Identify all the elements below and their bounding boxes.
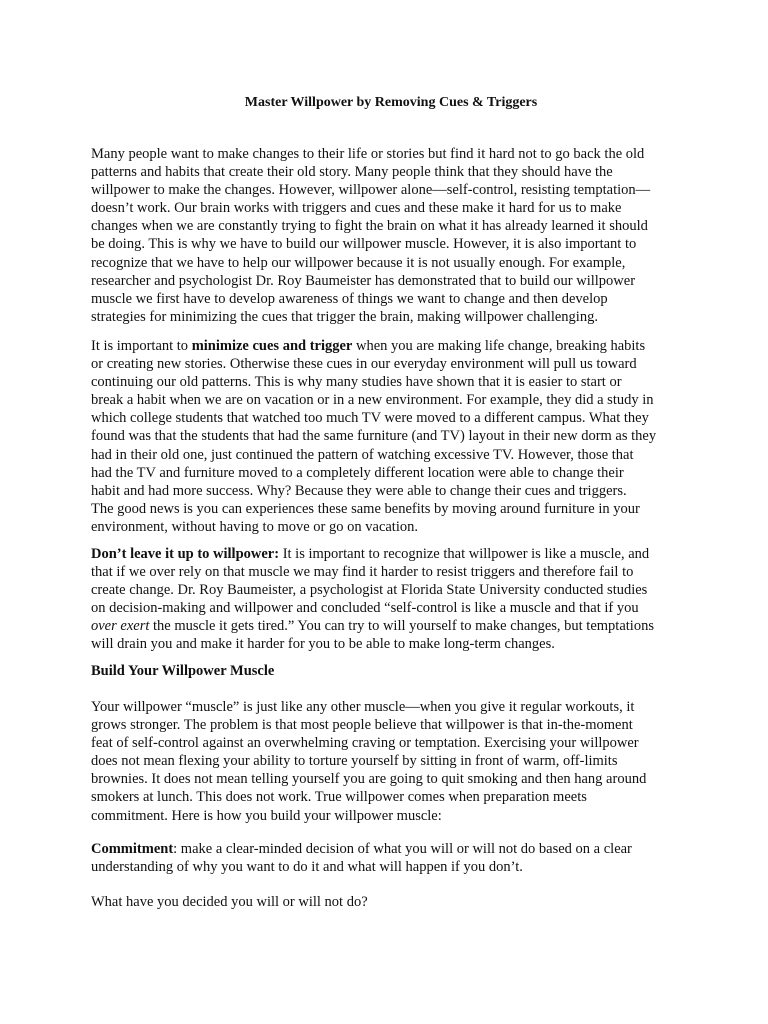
page-title: Master Willpower by Removing Cues & Triggers xyxy=(244,95,538,110)
text-line: continuing our old patterns. This is why many studies have shown that it is easier to start or xyxy=(91,374,622,391)
paragraph-willpower-muscle-note xyxy=(91,545,691,654)
text-line: had the TV and furniture moved to a completely different location were able to change their xyxy=(91,464,624,481)
text-line: does not mean flexing your ability to torture yourself by sitting in front of warm, off-limits xyxy=(91,753,618,770)
text-line: break a habit when we are on vacation or in a new environment. For example, they did a study in xyxy=(91,392,654,409)
text-line: What have you decided you will or will not do? xyxy=(91,894,368,910)
text-line: grows stronger. The problem is that most people believe that willpower is that in-the-moment xyxy=(91,717,633,734)
text-line: muscle we first have to develop awareness of things we want to change and then develop xyxy=(91,290,608,307)
text-line: be doing. This is why we have to build our willpower muscle. However, it is also important to xyxy=(91,236,637,253)
text-line: found was that the students that had the same furniture (and TV) layout in their new dorm as they xyxy=(91,428,657,445)
paragraph-intro xyxy=(91,145,691,326)
text-line xyxy=(91,545,691,563)
bold-phrase: Commitment xyxy=(91,841,174,857)
paragraph-minimize-cues xyxy=(91,337,691,536)
paragraph-muscle-explained xyxy=(91,698,691,825)
text-line xyxy=(91,617,691,635)
text-line: or creating new stories. Otherwise these cues in our everyday environment will pull us toward xyxy=(91,356,637,373)
italic-phrase: over exert xyxy=(91,618,150,635)
text-line: changes when we are constantly trying to fight the brain on what it has already learned it should xyxy=(91,218,648,235)
text-line: on decision-making and willpower and concluded “self-control is like a muscle and that if you xyxy=(91,600,639,617)
text-line: brownies. It does not mean telling yourself you are going to quit smoking and then hang around xyxy=(91,771,647,788)
text-run: the muscle it gets tired.” You can try to will yourself to make changes, but temptations xyxy=(149,618,654,635)
text-line: environment, without having to move or go on vacation. xyxy=(91,518,418,535)
text-line: Many people want to make changes to their life or stories but find it hard not to go back the old xyxy=(91,146,645,162)
text-line: Your willpower “muscle” is just like any other muscle—when you give it regular workouts, it xyxy=(91,699,635,715)
text-line: willpower to make the changes. However, willpower alone—self-control, resisting temptation— xyxy=(91,182,651,199)
text-line: which college students that watched too much TV were moved to a different campus. What they xyxy=(91,410,649,427)
text-line: patterns and habits that create their old story. Many people think that they should have the xyxy=(91,164,613,181)
text-line: create change. Dr. Roy Baumeister, a psychologist at Florida State University conducted studies xyxy=(91,582,648,599)
paragraph-commitment xyxy=(91,840,691,876)
text-line: feat of self-control against an overwhelming craving or temptation. Exercising your willpower xyxy=(91,735,639,752)
text-line xyxy=(91,337,691,355)
bold-phrase: Don’t leave it up to willpower: xyxy=(91,546,280,562)
text-run: : make a clear-minded decision of what you will or will not do based on a clear xyxy=(173,841,632,857)
text-run: It is important to recognize that willpower is like a muscle, and xyxy=(279,546,650,562)
text-line: habit and had more success. Why? Because they were able to change their cues and triggers. xyxy=(91,482,627,499)
text-line: smokers at lunch. This does not work. True willpower comes when preparation meets xyxy=(91,789,587,806)
text-line: understanding of why you want to do it and what will happen if you don’t. xyxy=(91,859,523,876)
text-run: when you are making life change, breaking habits xyxy=(352,338,646,354)
text-line: The good news is you can experiences these same benefits by moving around furniture in your xyxy=(91,500,640,517)
text-line: recognize that we have to help our willpower because it is not usually enough. For example, xyxy=(91,254,626,271)
text-line: commitment. Here is how you build your willpower muscle: xyxy=(91,807,442,824)
text-line: strategies for minimizing the cues that trigger the brain, making willpower challenging. xyxy=(91,308,598,325)
text-line: had in their old one, just continued the pattern of watching excessive TV. However, those that xyxy=(91,446,634,463)
section-heading: Build Your Willpower Muscle xyxy=(91,663,275,679)
text-line: will drain you and make it harder for you to be able to make long-term changes. xyxy=(91,636,555,653)
text-line: doesn’t work. Our brain works with triggers and cues and these make it hard for us to make xyxy=(91,200,622,217)
bold-phrase: minimize cues and trigger xyxy=(191,338,353,354)
text-line: that if we over rely on that muscle we may find it harder to resist triggers and therefore fail to xyxy=(91,564,634,581)
text-run: It is important to xyxy=(91,338,192,354)
paragraph-question xyxy=(91,893,691,911)
text-line: researcher and psychologist Dr. Roy Baumeister has demonstrated that to build our willpower xyxy=(91,272,636,289)
text-line xyxy=(91,840,691,858)
